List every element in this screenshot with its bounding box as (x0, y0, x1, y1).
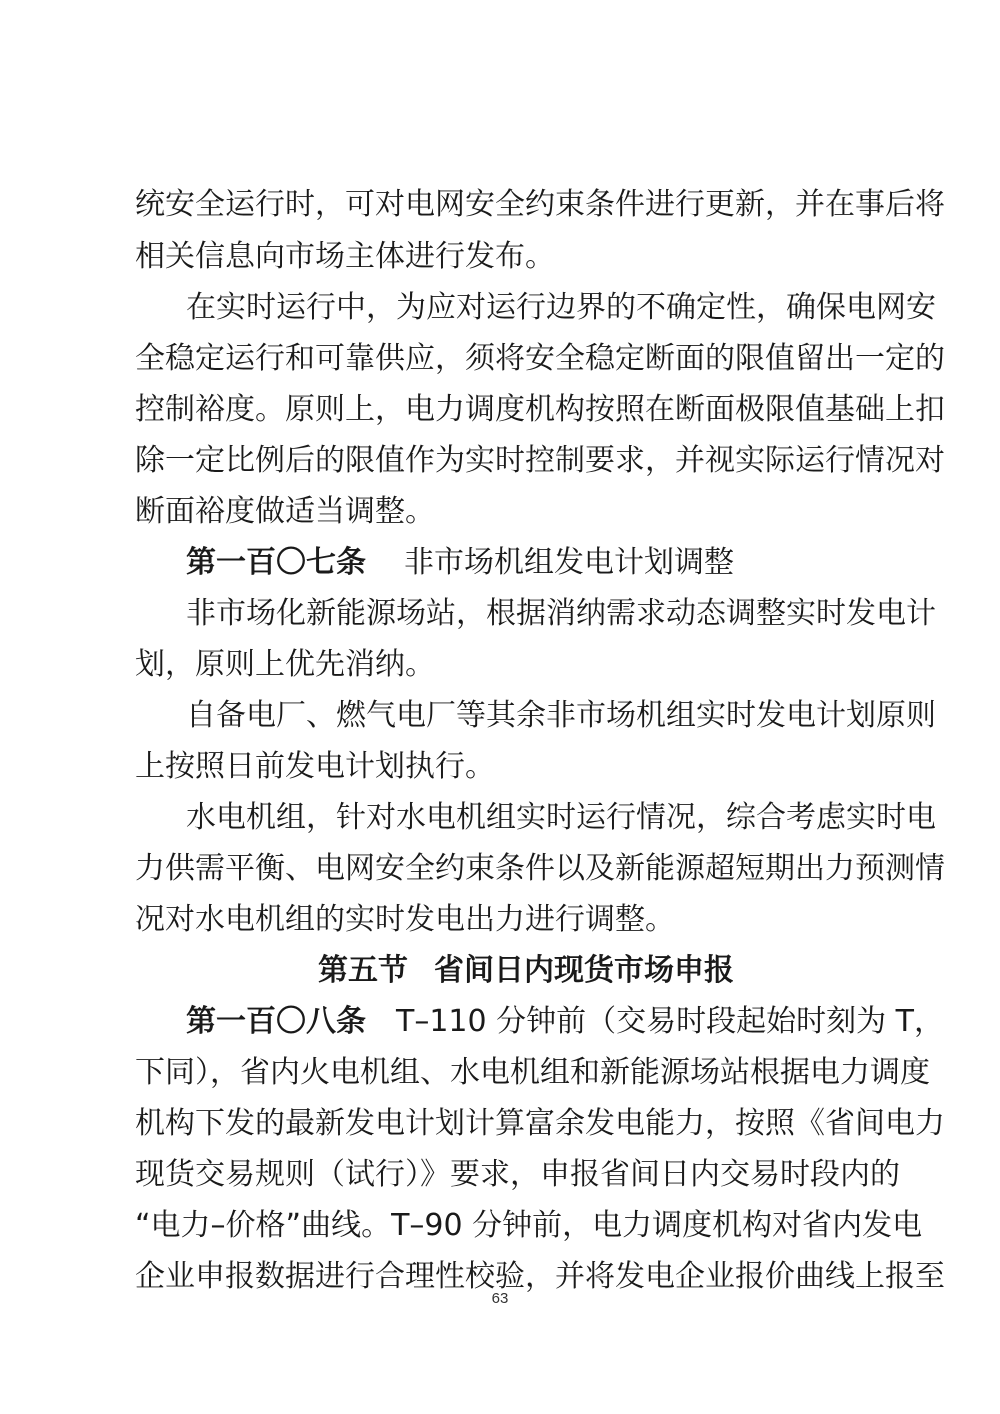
article-number: 第一百〇八条 (186, 1004, 366, 1039)
article-number: 第一百〇七条 (186, 545, 366, 580)
body-text-line: 非市场化新能源场站，根据消纳需求动态调整实时发电计 (186, 596, 936, 631)
body-text-line: 企业申报数据进行合理性校验，并将发电企业报价曲线上报至 (135, 1259, 945, 1294)
body-text-line: 现货交易规则（试行）》要求，申报省间日内交易时段内的 (135, 1157, 900, 1192)
body-text-line: 力供需平衡、电网安全约束条件以及新能源超短期出力预测情 (135, 851, 945, 886)
page-number: 63 (491, 1290, 509, 1307)
body-text-line: 况对水电机组的实时发电出力进行调整。 (135, 902, 675, 937)
section-title: 省间日内现货市场申报 (434, 953, 734, 988)
body-text-line: 全稳定运行和可靠供应，须将安全稳定断面的限值留出一定的 (135, 341, 945, 376)
body-text-line: 在实时运行中，为应对运行边界的不确定性，确保电网安 (186, 290, 936, 325)
body-text-line: 机构下发的最新发电计划计算富余发电能力，按照《省间电力 (135, 1106, 945, 1141)
body-text-line: 断面裕度做适当调整。 (135, 494, 435, 529)
body-text-line: 除一定比例后的限值作为实时控制要求，并视实际运行情况对 (135, 443, 945, 478)
body-text-line: 上按照日前发电计划执行。 (135, 749, 495, 784)
section-number: 第五节 (318, 953, 408, 988)
body-text-line: 控制裕度。原则上，电力调度机构按照在断面极限值基础上扣 (135, 392, 945, 427)
section-5-heading (318, 947, 734, 995)
article-108-text: T–110 分钟前（交易时段起始时刻为 T， (396, 1004, 944, 1039)
body-text-line: 相关信息向市场主体进行发布。 (135, 239, 555, 274)
article-108-first-line (186, 998, 944, 1046)
body-text-line: 统安全运行时，可对电网安全约束条件进行更新，并在事后将 (135, 187, 945, 222)
body-text-line: 水电机组，针对水电机组实时运行情况，综合考虑实时电 (186, 800, 936, 835)
article-107-heading (186, 539, 734, 587)
body-text-line: 下同），省内火电机组、水电机组和新能源场站根据电力调度 (135, 1055, 930, 1090)
article-title: 非市场机组发电计划调整 (404, 545, 734, 580)
body-text-line: 划，原则上优先消纳。 (135, 647, 435, 682)
body-text-line: 自备电厂、燃气电厂等其余非市场机组实时发电计划原则 (186, 698, 936, 733)
body-text-line: “电力–价格”曲线。T–90 分钟前，电力调度机构对省内发电 (135, 1208, 923, 1243)
